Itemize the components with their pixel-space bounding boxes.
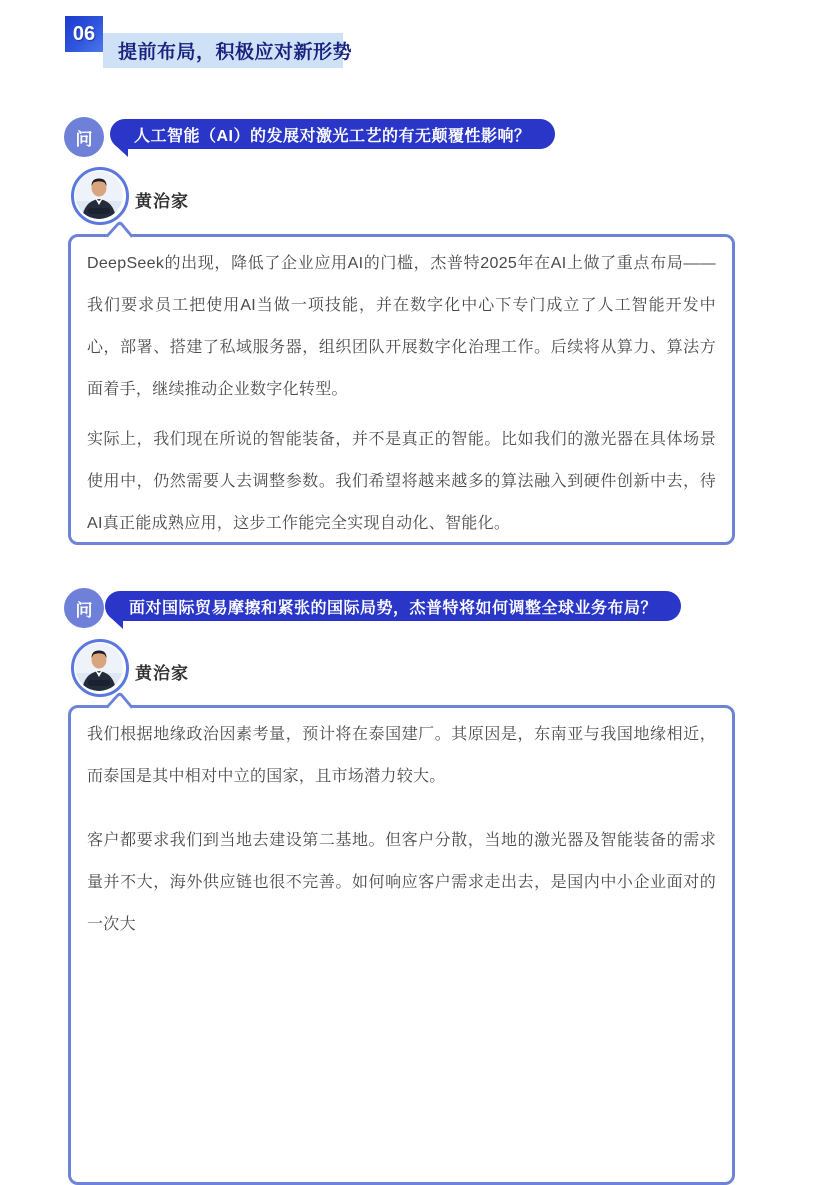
section-number-badge: 06: [65, 16, 103, 52]
person-photo-icon: [75, 643, 123, 691]
speaker-avatar: [71, 639, 129, 697]
question-pill: 人工智能（AI）的发展对激光工艺的有无颠覆性影响？: [110, 119, 555, 149]
speaker-avatar: [71, 167, 129, 225]
question-badge-icon: 问: [64, 117, 104, 157]
question-pill: 面对国际贸易摩擦和紧张的国际局势，杰普特将如何调整全球业务布局？: [105, 591, 681, 621]
section-title-bar: [103, 33, 353, 68]
answer-bubble: [68, 234, 735, 545]
speaker-name: 黄治家: [135, 192, 189, 211]
answer-paragraph: DeepSeek的出现，降低了企业应用AI的门槛，杰普特2025年在AI上做了重点布局——我们要求员工把使用AI当做一项技能，并在数字化中心下专门成立了人工智能开发中心，部署、搭建了私域服务器，组织团队开展数字化治理工作。后续将从算力、算法方面着手，继续推动企业数字化转型。: [87, 255, 716, 398]
speaker-name: 黄治家: [135, 664, 189, 683]
answer-paragraph: 实际上，我们现在所说的智能装备，并不是真正的智能。比如我们的激光器在具体场景使用中，仍然需要人去调整参数。我们希望将越来越多的算法融入到硬件创新中去，待AI真正能成熟应用，这步工作能完全实现自动化、智能化。: [87, 431, 716, 532]
answer-paragraph: 客户都要求我们到当地去建设第二基地。但客户分散，当地的激光器及智能装备的需求量并不大，海外供应链也很不完善。如何响应客户需求走出去，是国内中小企业面对的一次大: [87, 832, 716, 933]
section-title: 提前布局，积极应对新形势: [118, 42, 353, 63]
answer-paragraph: 我们根据地缘政治因素考量，预计将在泰国建厂。其原因是，东南亚与我国地缘相近，而泰国是其中相对中立的国家，且市场潜力较大。: [87, 726, 716, 785]
answer-bubble: [68, 705, 735, 1185]
question-badge-icon: 问: [64, 588, 104, 628]
person-photo-icon: [75, 171, 123, 219]
